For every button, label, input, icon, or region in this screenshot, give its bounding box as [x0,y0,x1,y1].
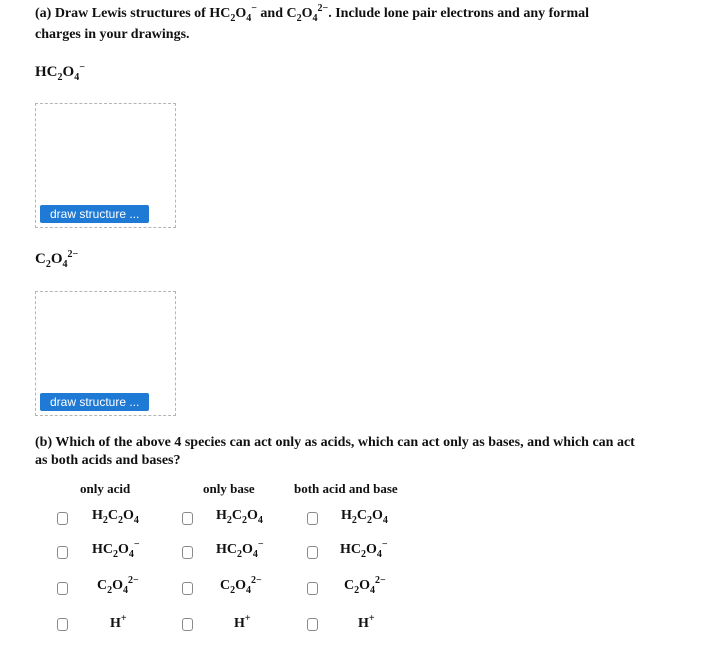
part-b-question [35,434,695,470]
part-a-question [35,3,589,45]
option-label-only-acid-hc2o4: $HC_2O_4^-$ [92,539,140,560]
option-label-only-base-c2o4: $C_2O_4^{2-}$ [220,575,262,596]
checkbox-only-acid-hc2o4[interactable] [57,546,68,559]
checkbox-only-base-h-plus[interactable] [182,618,193,631]
option-label-only-acid-h2c2o4: $H_2C_2O_4$ [92,508,139,526]
checkbox-both-c2o4[interactable] [307,582,318,595]
option-label-only-base-h-plus: H+ [234,613,251,631]
column-header-only-base: only base [203,481,255,496]
option-label-both-hc2o4: $HC_2O_4^-$ [340,539,388,560]
column-header-only-acid: only acid [80,481,131,496]
checkbox-only-base-h2c2o4[interactable] [182,512,193,525]
checkbox-only-acid-h-plus[interactable] [57,618,68,631]
structure-drawing-area-2[interactable] [35,291,176,416]
checkbox-only-acid-c2o4[interactable] [57,582,68,595]
part-b-line-1: (b) Which of the above 4 species can act only as acids, which can act only as bases, and which can act [35,435,635,450]
column-header-both: both acid and base [294,481,398,496]
option-label-only-base-h2c2o4: $H_2C_2O_4$ [216,508,263,526]
option-label-both-h-plus: H+ [358,613,375,631]
draw-structure-button-1[interactable]: draw structure ... [40,205,149,223]
draw-structure-button-2[interactable]: draw structure ... [40,393,149,411]
checkbox-both-hc2o4[interactable] [307,546,318,559]
checkbox-both-h2c2o4[interactable] [307,512,318,525]
part-a-line-1: (a) Draw Lewis structures of $HC_2O_4^-$ and $C_2O_4^{2-}$. Include lone pair electrons and any formal [35,3,590,24]
part-b-line-2: as both acids and bases? [35,453,181,468]
checkbox-only-base-hc2o4[interactable] [182,546,193,559]
option-label-both-h2c2o4: $H_2C_2O_4$ [341,508,388,526]
option-label-only-base-hc2o4: $HC_2O_4^-$ [216,539,264,560]
species-label-hydrogen-oxalate: $HC_2O_4^-$ [35,62,85,83]
checkbox-only-base-c2o4[interactable] [182,582,193,595]
structure-drawing-area-1[interactable] [35,103,176,228]
option-label-only-acid-c2o4: $C_2O_4^{2-}$ [97,575,139,596]
option-label-both-c2o4: $C_2O_4^{2-}$ [344,575,386,596]
part-a-line-2: charges in your drawings. [35,27,190,42]
species-label-oxalate: $C_2O_4^{2-}$ [35,249,79,270]
checkbox-only-acid-h2c2o4[interactable] [57,512,68,525]
option-label-only-acid-h-plus: H+ [110,613,127,631]
checkbox-both-h-plus[interactable] [307,618,318,631]
